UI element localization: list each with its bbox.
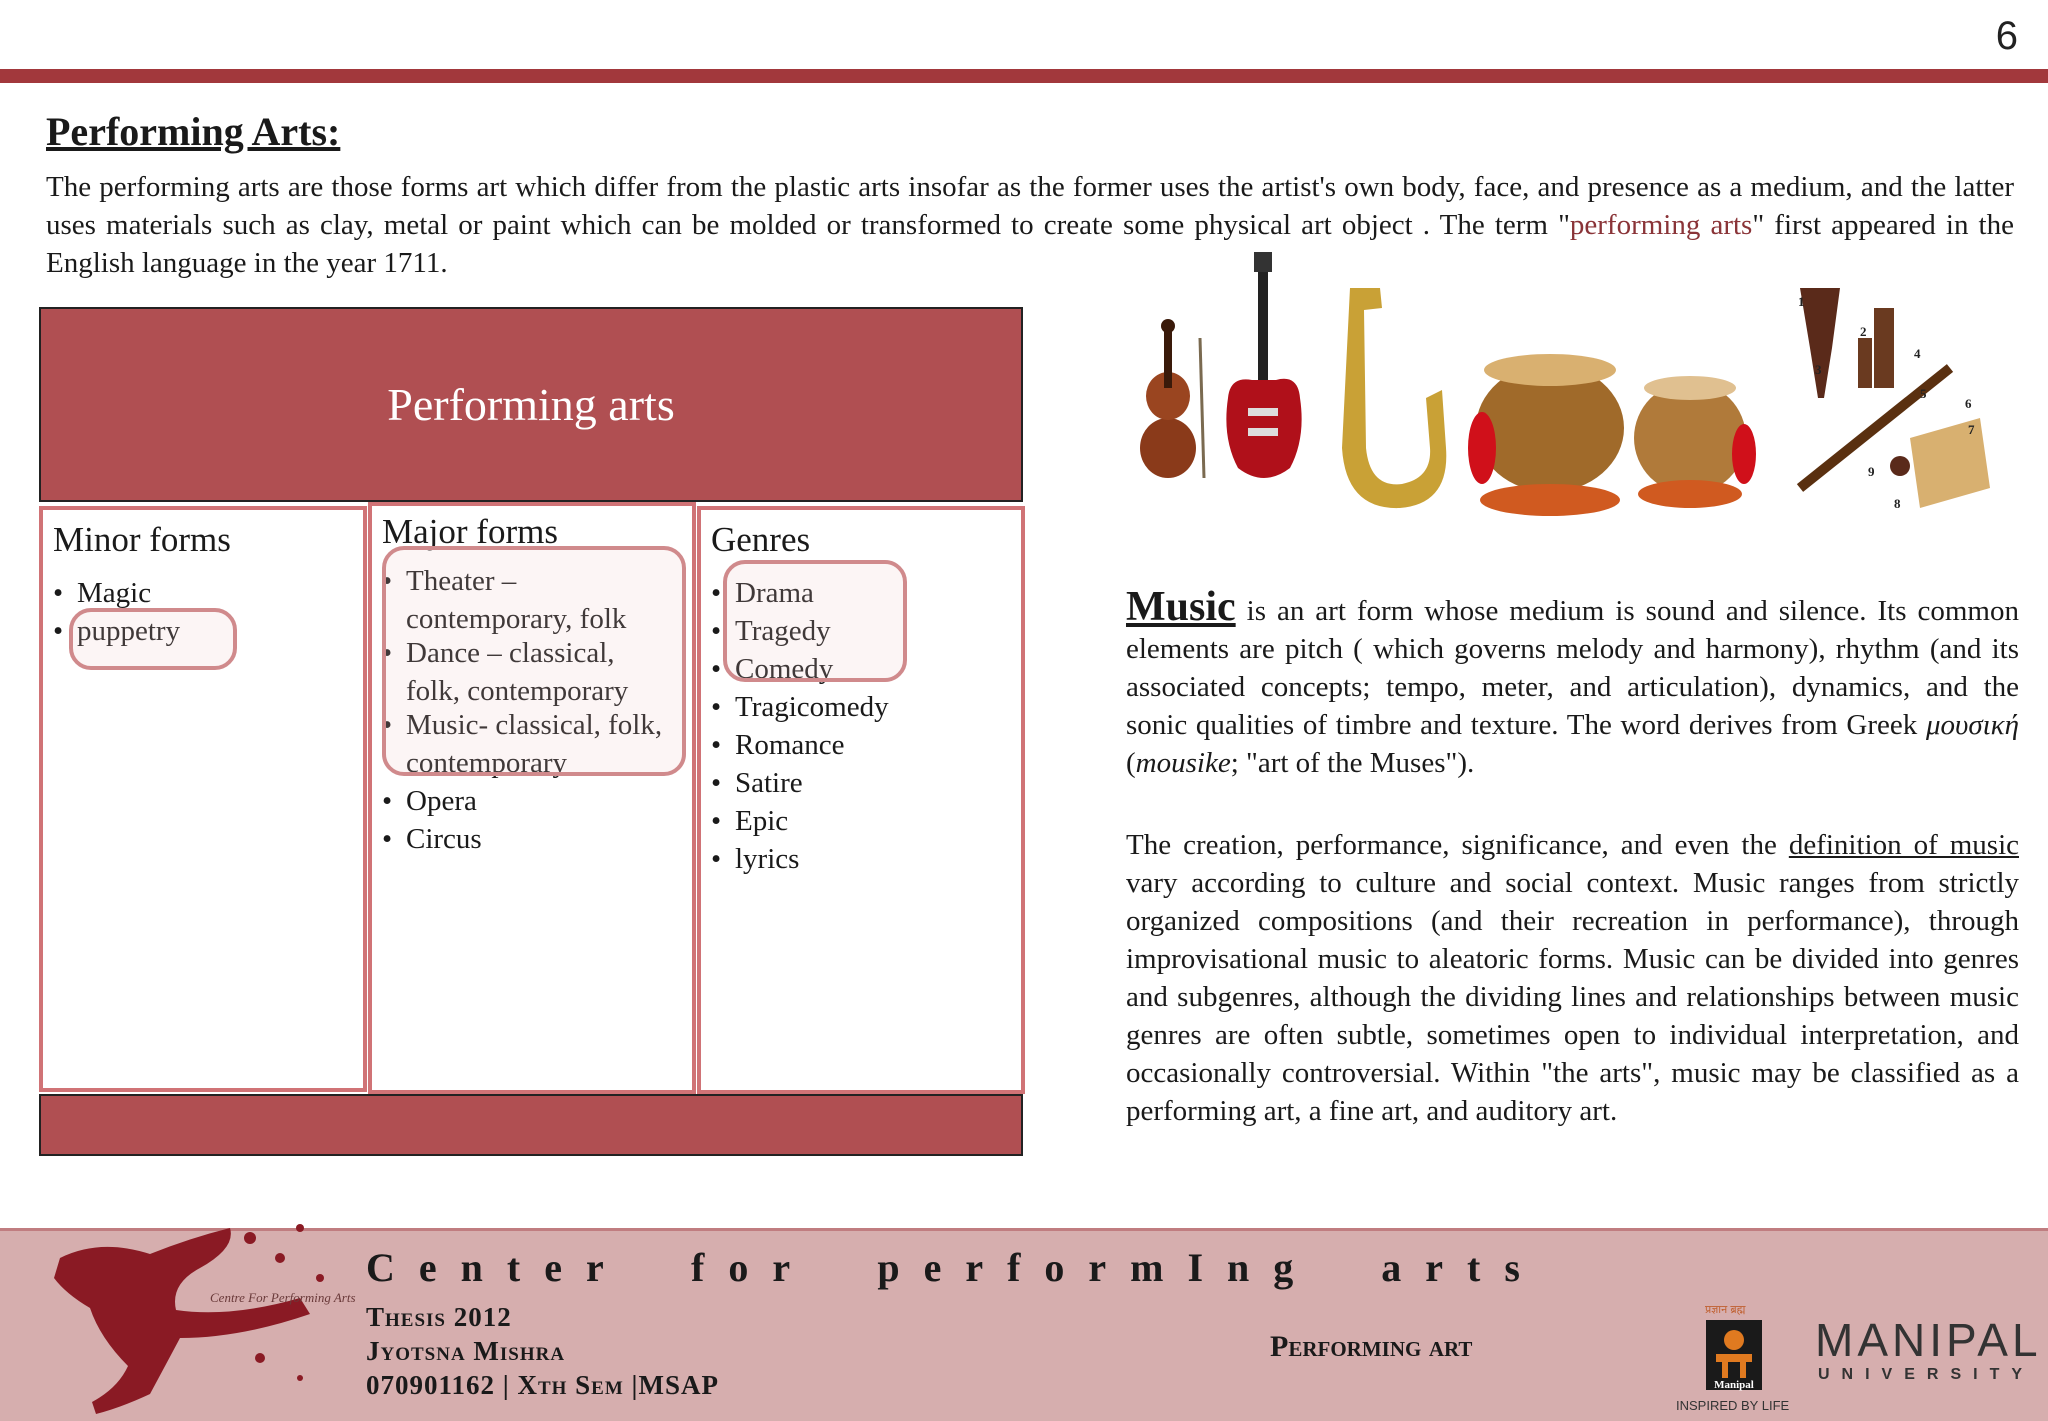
instrument-label: 5: [1920, 386, 1927, 401]
minor-forms-column: [39, 506, 367, 1092]
top-rule: [0, 69, 2048, 83]
page-number: 6: [1995, 14, 2018, 58]
instrument-label: 3: [1815, 362, 1822, 377]
list-item: • Epic: [711, 802, 889, 840]
footer-author: Jyotsna Mishra: [366, 1336, 566, 1366]
highlight-ring: [382, 546, 686, 776]
page-heading: Performing Arts:: [46, 109, 341, 154]
list-item: • Music- classical, folk, contemporary: [382, 706, 662, 782]
genres-column: [697, 506, 1025, 1094]
list-item: • Comedy: [711, 650, 889, 688]
manipal-tagline: INSPIRED BY LIFE: [1676, 1398, 1790, 1413]
svg-text:Centre For Performing Arts: Centre For Performing Arts: [210, 1290, 356, 1305]
highlight-ring: [69, 608, 237, 670]
minor-forms-heading: Minor forms: [53, 520, 231, 559]
musical-instruments-image: [1120, 248, 2020, 548]
dancer-logo-icon: [0, 1198, 370, 1418]
saxophone-icon: [1342, 288, 1446, 508]
music-lead: Music: [1126, 584, 1236, 630]
footer-section-label: Performing art: [1270, 1330, 1473, 1363]
music-paragraph-2: The creation, performance, significance, and even the definition of music vary according to culture and social context. Music ranges from strictly organized compositions (and their recreation in performance), through improvisational music to aleatoric forms. Music can be divided into genres and subgenres, although the dividing lines and relationships between music genres are often subtle, sometimes open to individual interpretation, and occasionally controversial. Within "the arts", music may be classified as a performing art, a fine art, and auditory art.: [1126, 829, 2019, 1127]
electric-guitar-icon: [1226, 252, 1301, 478]
definition-of-music-link[interactable]: definition of music: [1788, 829, 2019, 861]
logo-tagline-hindi: प्रज्ञान ब्रह्म: [1705, 1304, 1746, 1316]
percussion-set-icon: [1798, 288, 1990, 511]
list-item: • Satire: [711, 764, 889, 802]
instrument-label: 1: [1798, 294, 1805, 309]
university-wordmark: UNIVERSITY: [1818, 1366, 2035, 1383]
intro-text: The performing arts are those forms art which differ from the plastic arts insofar as the former uses the artist's own body, face, and presence as a medium, and the latter uses materials such as clay, metal or paint which can be molded or transformed to create some physical art object . The term ": [46, 171, 2014, 241]
list-item: • lyrics: [711, 840, 889, 878]
instrument-label: 9: [1868, 464, 1875, 479]
diagram-footer-bar: [39, 1094, 1023, 1156]
list-item: • Magic: [53, 574, 180, 612]
list-item: • Dance – classical, folk, contemporary: [382, 634, 662, 710]
major-forms-column: [368, 502, 696, 1094]
highlight-ring: [723, 560, 907, 682]
footer-id-line: 070901162 | Xth Sem |MSAP: [366, 1370, 719, 1400]
svg-text:Manipal: Manipal: [1714, 1379, 1754, 1391]
list-item: • Circus: [382, 820, 662, 858]
performing-arts-link[interactable]: performing arts: [1569, 209, 1753, 241]
manipal-logo-icon: [1690, 1304, 1778, 1404]
genres-heading: Genres: [711, 520, 811, 559]
instrument-label: 2: [1860, 324, 1867, 339]
footer-title: Center for performIng arts: [366, 1245, 1544, 1290]
instrument-label: 7: [1968, 422, 1975, 437]
intro-text-end: " first appeared in the English language in the year 1711.: [46, 209, 2014, 279]
violin-icon: [1140, 319, 1204, 478]
instrument-label: 6: [1965, 396, 1972, 411]
instrument-label: 8: [1894, 496, 1901, 511]
list-item: • Tragedy: [711, 612, 889, 650]
list-item: • Drama: [711, 574, 889, 612]
footer-thesis-year: Thesis 2012: [366, 1302, 512, 1332]
list-item: • Tragicomedy: [711, 688, 889, 726]
manipal-wordmark: MANIPAL: [1815, 1314, 2042, 1366]
list-item: • Theater – contemporary, folk: [382, 562, 662, 638]
list-item: • Romance: [711, 726, 889, 764]
tabla-icon: [1468, 354, 1756, 516]
music-paragraph-1: Music is an art form whose medium is sound and silence. Its common elements are pitch ( which governs melody and harmony), rhythm (and its associated concepts; tempo, meter, and articulation), dynamics, and the sonic qualities of timbre and texture. The word derives from Greek μουσική (mousike; "art of the Muses").: [1126, 584, 2019, 779]
instrument-label: 4: [1914, 346, 1921, 361]
list-item: • puppetry: [53, 612, 180, 650]
diagram-title: Performing arts: [387, 379, 675, 430]
list-item: • Opera: [382, 782, 662, 820]
major-forms-heading: Major forms: [382, 512, 558, 551]
